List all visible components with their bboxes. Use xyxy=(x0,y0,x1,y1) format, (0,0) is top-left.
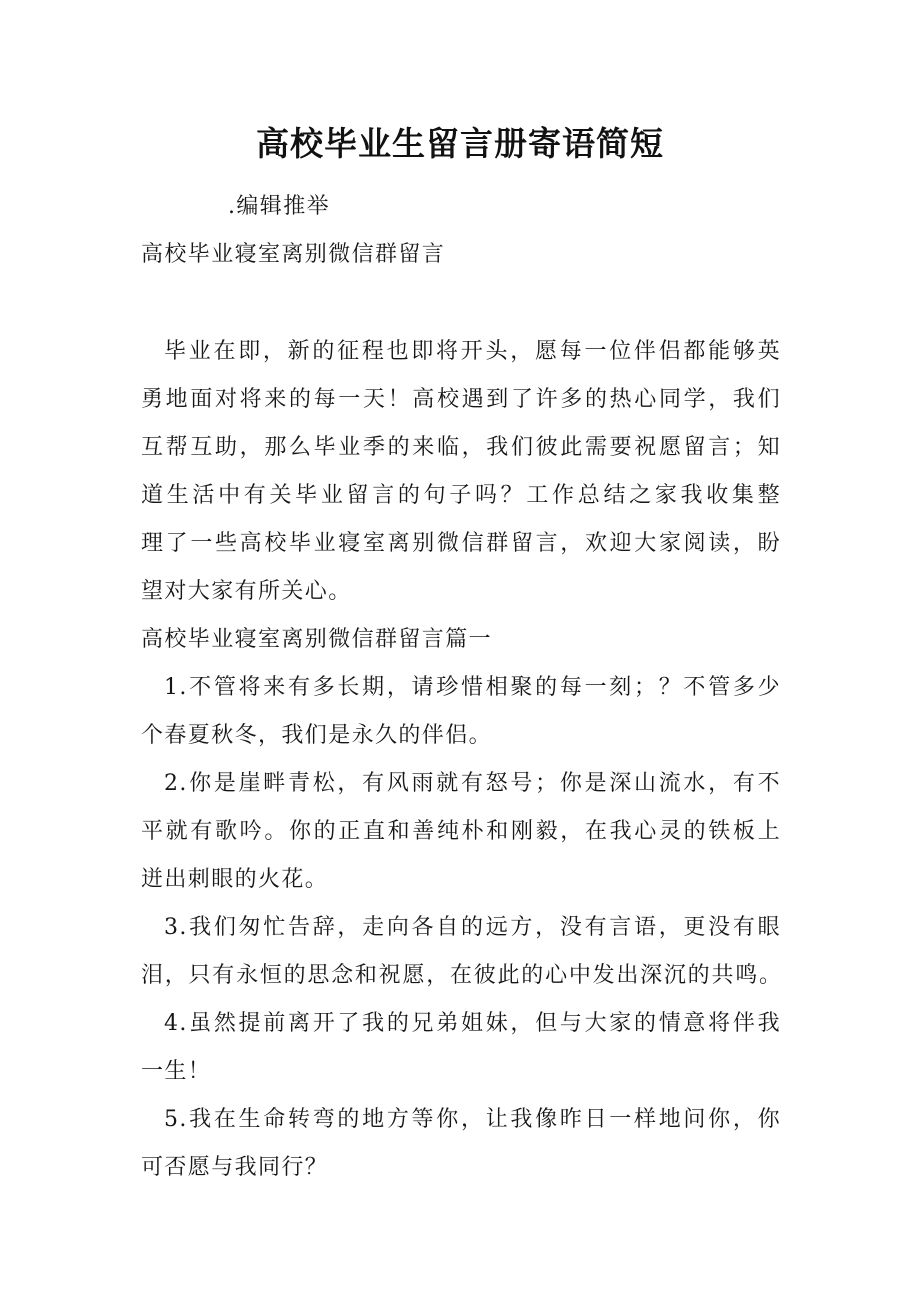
paragraph-line: 毕业在即，新的征程也即将开头，愿每一位伴侣都能够英 xyxy=(164,339,781,364)
list-item-line: 个春夏秋冬，我们是永久的伴侣。 xyxy=(141,723,493,748)
paragraph-line: 互帮互助，那么毕业季的来临，我们彼此需要祝愿留言；知 xyxy=(141,435,781,460)
paragraph-line: 勇地面对将来的每一天！高校遇到了许多的热心同学，我们 xyxy=(141,387,781,412)
list-item-line: 5.我在生命转弯的地方等你，让我像昨日一样地问你，你 xyxy=(164,1107,781,1132)
paragraph-line: 望对大家有所关心。 xyxy=(141,579,352,604)
list-item-line: 3.我们匆忙告辞，走向各自的远方，没有言语，更没有眼 xyxy=(164,915,781,940)
list-item-line: 泪，只有永恒的思念和祝愿，在彼此的心中发出深沉的共鸣。 xyxy=(141,963,781,988)
part-heading: 高校毕业寝室离别微信群留言篇一 xyxy=(141,627,493,652)
paragraph-line: 理了一些高校毕业寝室离别微信群留言，欢迎大家阅读，盼 xyxy=(141,531,781,556)
list-item-line: 迸出刺眼的火花。 xyxy=(141,867,329,892)
document-subtitle: .编辑推举 xyxy=(228,194,330,219)
document-title: 高校毕业生留言册寄语简短 xyxy=(256,124,664,163)
list-item-line: 可否愿与我同行？ xyxy=(141,1155,329,1180)
section-heading: 高校毕业寝室离别微信群留言 xyxy=(141,242,446,267)
list-item-line: 2.你是崖畔青松，有风雨就有怒号；你是深山流水，有不 xyxy=(164,771,781,796)
paragraph-line: 道生活中有关毕业留言的句子吗？工作总结之家我收集整 xyxy=(141,483,781,508)
list-item-line: 1.不管将来有多长期，请珍惜相聚的每一刻；？不管多少 xyxy=(164,675,781,700)
list-item-line: 平就有歌吟。你的正直和善纯朴和刚毅，在我心灵的铁板上 xyxy=(141,819,781,844)
list-item-line: 4.虽然提前离开了我的兄弟姐妹，但与大家的情意将伴我 xyxy=(164,1011,781,1036)
list-item-line: 一生！ xyxy=(141,1059,212,1084)
